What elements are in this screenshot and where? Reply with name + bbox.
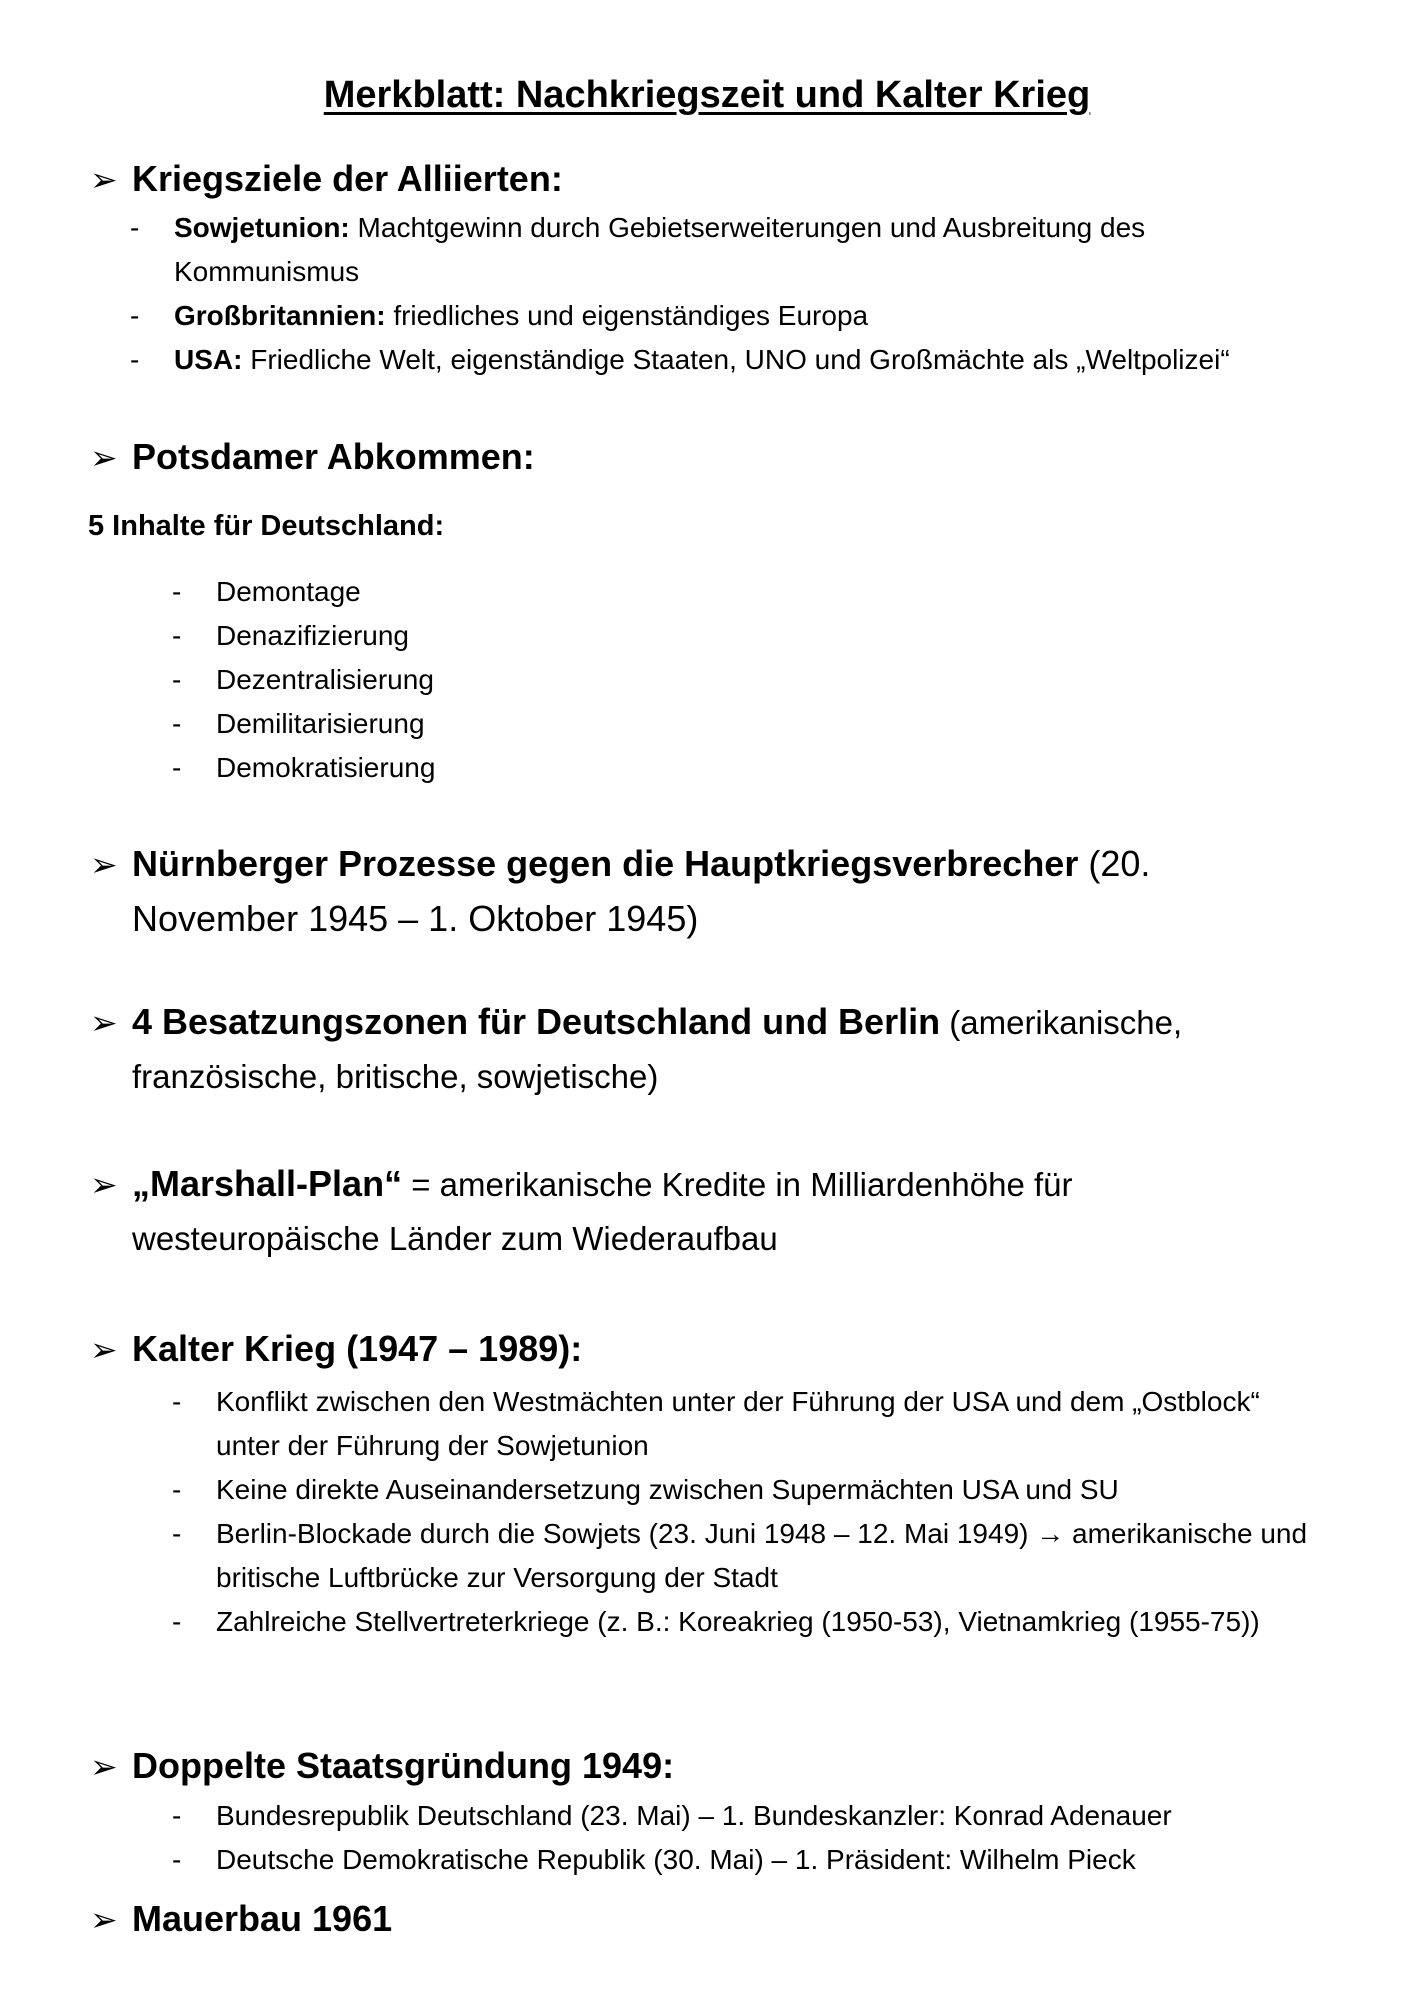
dash-bullet: - — [172, 752, 182, 783]
list-item — [172, 1600, 1312, 1644]
item-text: Deutsche Demokratische Republik (30. Mai) – 1. Präsident: Wilhelm Pieck — [216, 1844, 1136, 1875]
item-text: Demilitarisierung — [216, 708, 425, 739]
arrow-bullet-icon: ➢ — [90, 1748, 118, 1785]
list-item — [172, 1512, 1312, 1600]
list-item — [172, 702, 1332, 746]
dash-bullet: - — [172, 620, 182, 651]
heading-rest-text: (20. — [1078, 843, 1151, 884]
section-marshall-heading — [90, 1156, 1330, 1267]
heading-line-2: französische, britische, sowjetische) — [132, 1058, 659, 1095]
dash-bullet: - — [172, 1800, 182, 1831]
dash-bullet: - — [130, 300, 140, 331]
list-item — [130, 338, 1260, 382]
list-item — [172, 746, 1332, 790]
list-item — [172, 1838, 1332, 1882]
list-item — [172, 1794, 1332, 1838]
list-item — [172, 1380, 1312, 1468]
item-text: Dezentralisierung — [216, 664, 434, 695]
item-text: Demokratisierung — [216, 752, 436, 783]
dash-bullet: - — [172, 1518, 182, 1549]
heading-line-2: westeuropäische Länder zum Wiederaufbau — [132, 1220, 778, 1257]
item-text: Keine direkte Auseinandersetzung zwischen Supermächten USA und SU — [216, 1474, 1119, 1505]
kriegsziele-list — [130, 206, 1260, 382]
dash-bullet: - — [172, 664, 182, 695]
item-text: Konflikt zwischen den Westmächten unter der Führung der USA und dem „Ostblock“ unter der Führung der Sowjetunion — [216, 1386, 1260, 1461]
item-text: Friedliche Welt, eigenständige Staaten, UNO und Großmächte als „Weltpolizei“ — [242, 344, 1230, 375]
heading-text: Kriegsziele der Alliierten: — [132, 158, 563, 199]
staatsgruendung-list — [172, 1794, 1332, 1882]
section-mauerbau-heading — [90, 1891, 1330, 1948]
section-zonen-heading — [90, 994, 1330, 1105]
list-item — [172, 570, 1332, 614]
arrow-bullet-icon: ➢ — [90, 1166, 118, 1203]
item-text: Berlin-Blockade durch die Sowjets (23. Juni 1948 – 12. Mai 1949) → amerikanische und britische Luftbrücke zur Versorgung der Stadt — [216, 1518, 1308, 1593]
list-item — [130, 206, 1260, 294]
list-item — [172, 614, 1332, 658]
heading-bold-text: Nürnberger Prozesse gegen die Hauptkriegsverbrecher — [132, 843, 1079, 884]
item-text: friedliches und eigenständiges Europa — [385, 300, 869, 331]
arrow-bullet-icon: ➢ — [90, 439, 118, 476]
potsdam-subheading: 5 Inhalte für Deutschland: — [88, 510, 445, 542]
arrow-bullet-icon: ➢ — [90, 161, 118, 198]
item-text: Denazifizierung — [216, 620, 409, 651]
list-item — [172, 1468, 1312, 1512]
item-term: Großbritannien: — [174, 300, 386, 331]
heading-rest-text: (amerikanische, — [940, 1004, 1183, 1041]
list-item — [130, 294, 1260, 338]
arrow-bullet-icon: ➢ — [90, 846, 118, 883]
item-text: Bundesrepublik Deutschland (23. Mai) – 1. Bundeskanzler: Konrad Adenauer — [216, 1800, 1172, 1831]
heading-text: Potsdamer Abkommen: — [132, 436, 535, 477]
dash-bullet: - — [172, 1606, 182, 1637]
page-title: Merkblatt: Nachkriegszeit und Kalter Krieg — [323, 74, 1091, 116]
arrow-bullet-icon: ➢ — [90, 1331, 118, 1368]
item-term: Sowjetunion: — [174, 212, 350, 243]
heading-line-2: November 1945 – 1. Oktober 1945) — [132, 898, 699, 939]
section-nuernberg-heading — [90, 836, 1330, 947]
dash-bullet: - — [172, 576, 182, 607]
section-kalter-krieg-heading — [90, 1321, 1330, 1378]
heading-bold-text: 4 Besatzungszonen für Deutschland und Berlin — [132, 1001, 941, 1042]
heading-text: Kalter Krieg (1947 – 1989): — [132, 1328, 583, 1369]
item-term: USA: — [174, 344, 243, 375]
heading-bold-text: „Marshall-Plan“ — [132, 1163, 403, 1204]
dash-bullet: - — [172, 1474, 182, 1505]
arrow-bullet-icon: ➢ — [90, 1901, 118, 1938]
arrow-bullet-icon: ➢ — [90, 1004, 118, 1041]
potsdam-list — [172, 570, 1332, 790]
kalter-krieg-list — [172, 1380, 1312, 1644]
dash-bullet: - — [130, 212, 140, 243]
heading-text: Doppelte Staatsgründung 1949: — [132, 1745, 675, 1786]
item-text: Machtgewinn durch Gebietserweiterungen und Ausbreitung des Kommunismus — [174, 212, 1146, 287]
dash-bullet: - — [172, 708, 182, 739]
section-potsdam-heading — [90, 429, 1330, 486]
section-staatsgruendung-heading — [90, 1738, 1330, 1795]
heading-rest-text: = amerikanische Kredite in Milliardenhöhe für — [402, 1166, 1073, 1203]
dash-bullet: - — [172, 1844, 182, 1875]
heading-text: Mauerbau 1961 — [132, 1898, 393, 1939]
dash-bullet: - — [172, 1386, 182, 1417]
item-text: Zahlreiche Stellvertreterkriege (z. B.: Koreakrieg (1950-53), Vietnamkrieg (1955-75)) — [216, 1606, 1260, 1637]
list-item — [172, 658, 1332, 702]
dash-bullet: - — [130, 344, 140, 375]
item-text: Demontage — [216, 576, 361, 607]
section-kriegsziele-heading — [90, 151, 1330, 208]
